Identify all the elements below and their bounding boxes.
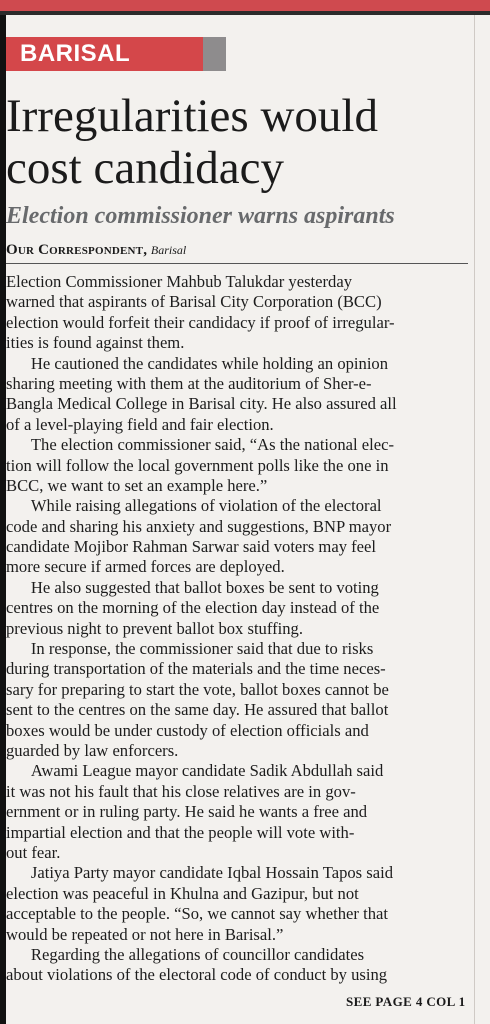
byline-author: Our Correspondent, bbox=[6, 242, 148, 258]
body-line: ities is found against them. bbox=[6, 333, 185, 353]
body-line: ernment or in ruling party. He said he wants a free and bbox=[6, 802, 368, 822]
body-line: Jatiya Party mayor candidate Iqbal Hossain Tapos said bbox=[6, 863, 394, 883]
body-line: sharing meeting with them at the auditorium of Sher-e- bbox=[6, 373, 372, 393]
headline-line-2: cost candidacy bbox=[6, 142, 284, 194]
body-line: tion will follow the local government polls like the one in bbox=[6, 455, 389, 475]
top-red-rule bbox=[0, 0, 490, 11]
body-line: it was not his fault that his close relatives are in gov- bbox=[6, 781, 356, 801]
body-line: of a level-playing field and fair election. bbox=[6, 414, 274, 434]
body-line: more secure if armed forces are deployed. bbox=[6, 557, 285, 577]
body-line: In response, the commissioner said that due to risks bbox=[6, 639, 374, 659]
body-line: out fear. bbox=[6, 842, 61, 862]
body-line: Bangla Medical College in Barisal city. He also assured all bbox=[6, 394, 397, 414]
body-line: He also suggested that ballot boxes be sent to voting bbox=[6, 577, 379, 597]
body-line: code and sharing his anxiety and suggestions, BNP mayor bbox=[6, 516, 392, 536]
body-line: boxes would be under custody of election officials and bbox=[6, 720, 369, 740]
body-line: guarded by law enforcers. bbox=[6, 740, 179, 760]
body-line: sary for preparing to start the vote, ballot boxes cannot be bbox=[6, 679, 389, 699]
body-line: warned that aspirants of Barisal City Corporation (BCC) bbox=[6, 292, 382, 312]
body-line: He cautioned the candidates while holding an opinion bbox=[6, 353, 389, 373]
headline-line-1: Irregularities would bbox=[6, 90, 378, 142]
body-line: impartial election and that the people will vote with- bbox=[6, 822, 355, 842]
body-line: during transportation of the materials and the time neces- bbox=[6, 659, 386, 679]
body-line: about violations of the electoral code of conduct by using bbox=[6, 965, 388, 985]
body-line: sent to the centres on the same day. He assured that ballot bbox=[6, 700, 389, 720]
body-line: Election Commissioner Mahbub Talukdar yesterday bbox=[6, 272, 353, 291]
body-line: Awami League mayor candidate Sadik Abdullah said bbox=[6, 761, 384, 781]
headline bbox=[6, 90, 476, 194]
byline-place: Barisal bbox=[150, 243, 187, 257]
section-banner-tab bbox=[203, 37, 226, 71]
body-line: centres on the morning of the election day instead of the bbox=[6, 598, 380, 618]
body-line: election would forfeit their candidacy if proof of irregular- bbox=[6, 312, 395, 332]
body-line: election was peaceful in Khulna and Gazipur, but not bbox=[6, 883, 359, 903]
body-line: would be repeated or not here in Barisal.” bbox=[6, 924, 284, 944]
byline bbox=[6, 240, 476, 260]
body-line: The election commissioner said, “As the national elec- bbox=[6, 435, 394, 455]
section-label: BARISAL bbox=[20, 40, 131, 67]
body-line: Regarding the allegations of councillor candidates bbox=[6, 944, 365, 964]
body-line: candidate Mojibor Rahman Sarwar said voters may feel bbox=[6, 537, 377, 557]
byline-rule bbox=[6, 263, 468, 264]
body-line: BCC, we want to set an example here.” bbox=[6, 475, 268, 495]
adjacent-column-fragment bbox=[478, 15, 490, 1024]
continuation-note: SEE PAGE 4 COL 1 bbox=[346, 994, 466, 1009]
top-dark-rule bbox=[0, 11, 490, 15]
body-line: While raising allegations of violation of the electoral bbox=[6, 496, 382, 516]
body-line: acceptable to the people. “So, we cannot say whether that bbox=[6, 904, 388, 924]
body-line: previous night to prevent ballot box stuffing. bbox=[6, 618, 303, 638]
article-body bbox=[6, 272, 466, 986]
subheadline: Election commissioner warns aspirants bbox=[6, 203, 395, 229]
